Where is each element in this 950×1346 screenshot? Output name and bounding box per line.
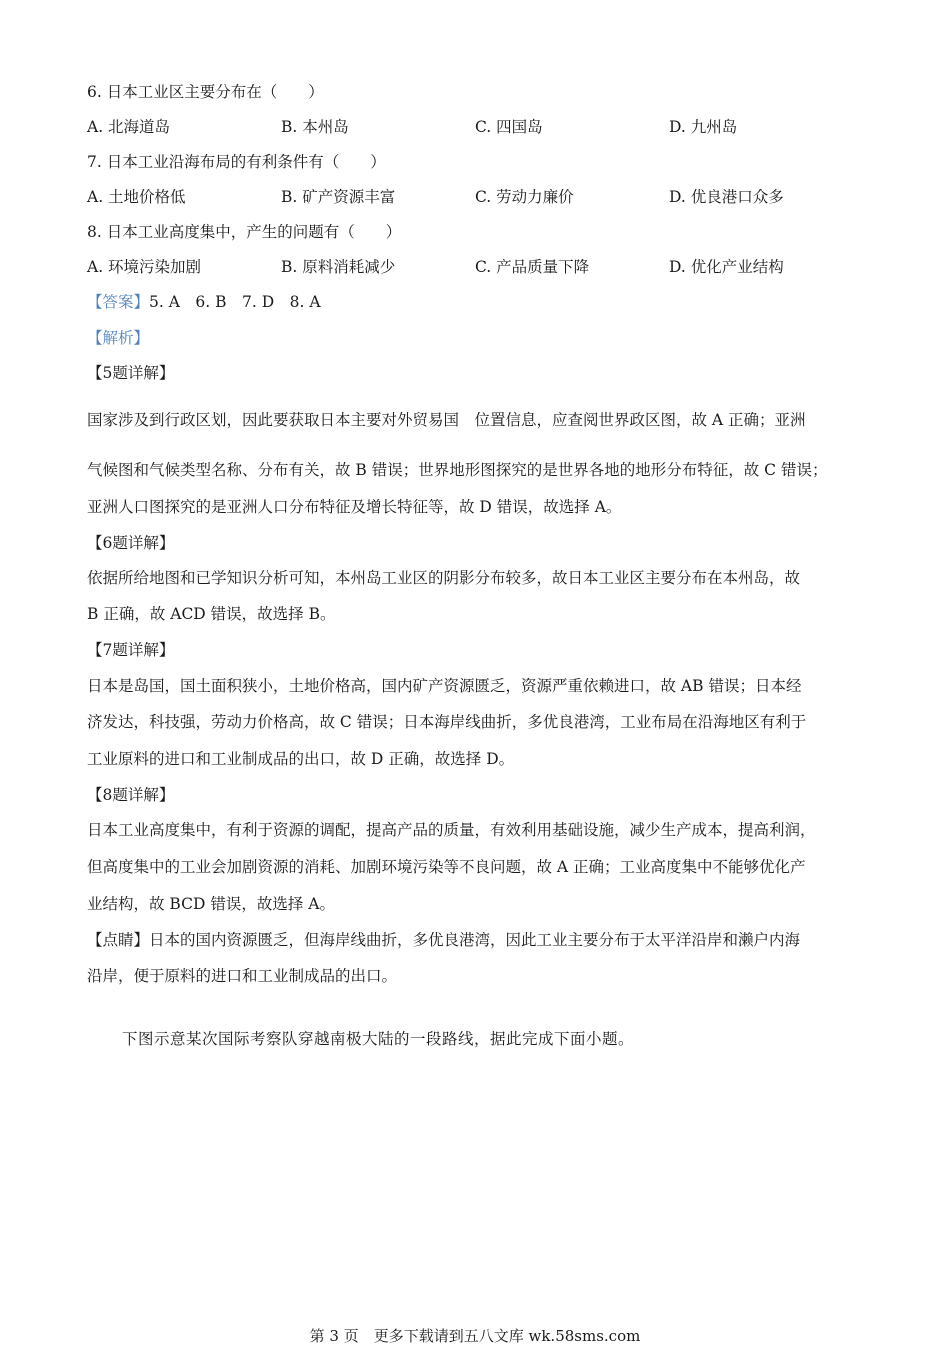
q7-detail-heading: 【7题详解】 <box>87 641 175 659</box>
q6-detail-line: B 正确，故 ACD 错误，故选择 B。 <box>87 605 336 623</box>
option-a: A. 土地价格低 <box>87 188 186 206</box>
q8-detail-line: 业结构，故 BCD 错误，故选择 A。 <box>87 895 335 913</box>
option-d: D. 九州岛 <box>669 118 738 136</box>
q6-detail-line: 依据所给地图和已学知识分析可知，本州岛工业区的阴影分布较多，故日本工业区主要分布在本州岛，故 <box>87 569 801 587</box>
option-c: C. 四国岛 <box>475 118 543 136</box>
q7-detail-line: 济发达，科技强，劳动力价格高，故 C 错误；日本海岸线曲折，多优良港湾，工业布局在沿海地区有利于 <box>87 713 807 731</box>
question-6-options <box>87 117 887 137</box>
answer-line <box>87 292 321 312</box>
option-d: D. 优良港口众多 <box>669 188 784 206</box>
q5-detail-line: 气候图和气候类型名称、分布有关，故 B 错误；世界地形图探究的是世界各地的地形分布特征，故 C 错误； <box>87 461 828 479</box>
next-question-intro: 下图示意某次国际考察队穿越南极大陆的一段路线，据此完成下面小题。 <box>122 1030 635 1048</box>
q8-detail-line: 日本工业高度集中，有利于资源的调配，提高产品的质量，有效利用基础设施，减少生产成本，提高利润， <box>87 821 816 839</box>
option-b: B. 矿产资源丰富 <box>281 188 396 206</box>
q7-detail-line: 日本是岛国，国土面积狭小，土地价格高，国内矿产资源匮乏，资源严重依赖进口，故 AB 错误；日本经 <box>87 677 802 695</box>
question-8-stem: 8. 日本工业高度集中，产生的问题有（ ） <box>87 223 402 241</box>
question-7-options <box>87 187 887 207</box>
page-footer: 第 3 页 更多下载请到五八文库 wk.58sms.com <box>309 1327 641 1345</box>
q7-detail-line: 工业原料的进口和工业制成品的出口，故 D 正确，故选择 D。 <box>87 750 515 768</box>
answer-text: 5. A 6. B 7. D 8. A <box>149 293 321 311</box>
option-b: B. 本州岛 <box>281 118 349 136</box>
analysis-label: 【解析】 <box>87 329 150 347</box>
comment-line: 沿岸，便于原料的进口和工业制成品的出口。 <box>87 967 398 985</box>
answer-label: 【答案】 <box>87 293 150 311</box>
option-a: A. 环境污染加剧 <box>87 258 202 276</box>
q5-detail-heading: 【5题详解】 <box>87 364 175 382</box>
q8-detail-heading: 【8题详解】 <box>87 786 175 804</box>
comment-line: 【点睛】日本的国内资源匮乏，但海岸线曲折，多优良港湾，因此工业主要分布于太平洋沿岸和濑户内海 <box>87 931 801 949</box>
option-c: C. 劳动力廉价 <box>475 188 574 206</box>
option-c: C. 产品质量下降 <box>475 258 590 276</box>
option-d: D. 优化产业结构 <box>669 258 784 276</box>
q6-detail-heading: 【6题详解】 <box>87 534 175 552</box>
question-8-options <box>87 257 887 277</box>
q5-detail-line: 国家涉及到行政区划，因此要获取日本主要对外贸易国 位置信息，应查阅世界政区图，故 A 正确；亚洲 <box>87 411 806 429</box>
q8-detail-line: 但高度集中的工业会加剧资源的消耗、加剧环境污染等不良问题，故 A 正确；工业高度集中不能够优化产 <box>87 858 806 876</box>
question-6-stem: 6. 日本工业区主要分布在（ ） <box>87 83 324 101</box>
question-7-stem: 7. 日本工业沿海布局的有利条件有（ ） <box>87 153 386 171</box>
q5-detail-line: 亚洲人口图探究的是亚洲人口分布特征及增长特征等，故 D 错误，故选择 A。 <box>87 498 622 516</box>
option-b: B. 原料消耗减少 <box>281 258 396 276</box>
option-a: A. 北海道岛 <box>87 118 171 136</box>
